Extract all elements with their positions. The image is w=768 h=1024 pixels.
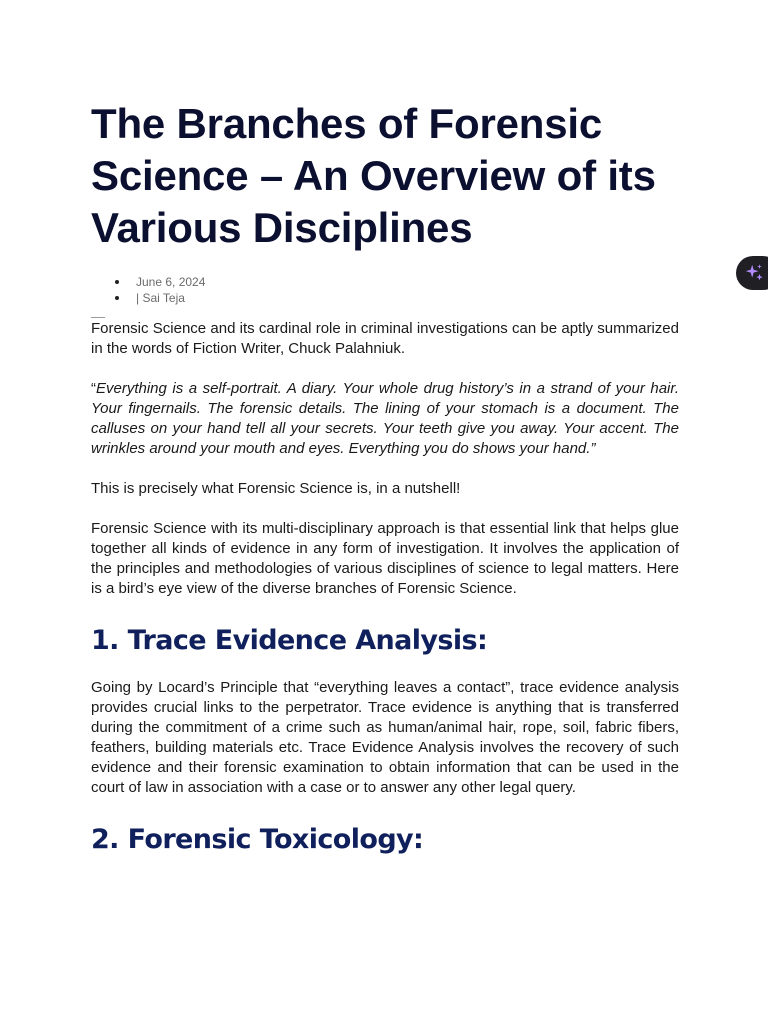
article-meta — [91, 274, 679, 306]
quote-open-mark: “ — [91, 380, 96, 397]
quote-paragraph — [91, 379, 679, 459]
quote-text: Everything is a self-portrait. A diary. Your whole drug history’s in a strand of your hair. Your fingernails. The forensic details. The lining of your stomach is a document. The calluses on your hand tell all your secrets. Your teeth give you away. Your accent. The wrinkles around your mouth and eyes. Everything you do shows your hand.” — [91, 380, 679, 457]
overview-paragraph: Forensic Science with its multi-disciplinary approach is that essential link that helps glue together all kinds of evidence in any form of investigation. It involves the application of the principles and methodologies of various disciplines of science to legal matters. Here is a bird’s eye view of the diverse branches of Forensic Science. — [91, 520, 679, 597]
nutshell-paragraph: This is precisely what Forensic Science is, in a nutshell! — [91, 480, 461, 497]
publish-date: June 6, 2024 — [115, 274, 679, 290]
trace-evidence-paragraph: Going by Locard’s Principle that “everything leaves a contact”, trace evidence analysis provides crucial links to the perpetrator. Trace evidence is anything that is transferred during the commitment of a crime such as human/animal hair, rope, soil, fabric fibers, feathers, building materials etc. Trace Evidence Analysis involves the recovery of such evidence and their forensic examination to obtain information that can be used in the court of law in association with a case or to answer any other legal query. — [91, 679, 679, 796]
article-title: The Branches of Forensic Science – An Overview of its Various Disciplines — [91, 100, 656, 251]
meta-divider — [91, 317, 105, 318]
intro-paragraph: Forensic Science and its cardinal role in criminal investigations can be aptly summarized in the words of Fiction Writer, Chuck Palahniuk. — [91, 320, 679, 357]
article — [91, 98, 679, 857]
ai-assistant-button[interactable] — [736, 256, 768, 290]
section-heading-forensic-toxicology: 2. Forensic Toxicology: — [91, 824, 424, 855]
section-heading-trace-evidence: 1. Trace Evidence Analysis: — [91, 625, 488, 656]
sparkle-icon — [743, 262, 765, 284]
author-link[interactable]: | Sai Teja — [115, 290, 679, 306]
